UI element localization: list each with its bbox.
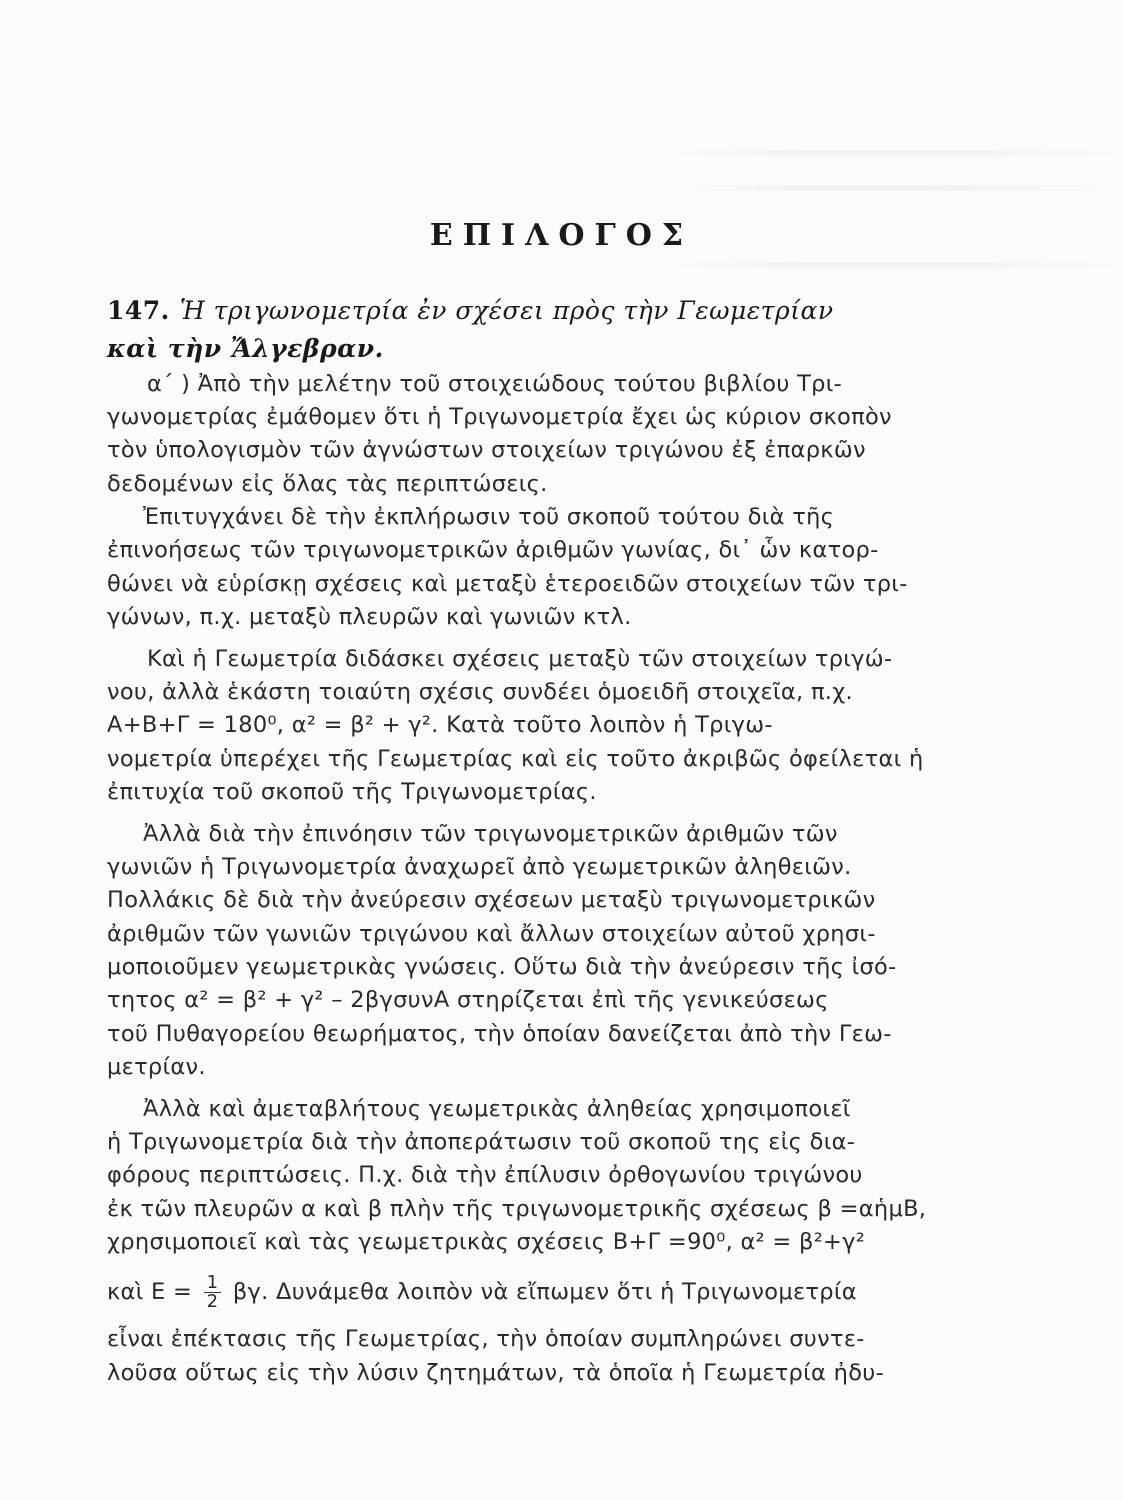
text-line: Ἀλλὰ διὰ τὴν ἐπινόησιν τῶν τριγωνομετρικῶν ἀριθμῶν τῶν <box>143 821 838 847</box>
show-through-line <box>0 262 1123 268</box>
text-line: τητος α² = β² + γ² – 2βγσυνΑ στηρίζεται ἐπὶ τῆς γενικεύσεως <box>107 987 829 1013</box>
text-line: νου, ἀλλὰ ἑκάστη τοιαύτη σχέσις συνδέει ὁμοειδῆ στοιχεῖα, π.χ. <box>107 679 854 705</box>
text-line: ἀριθμῶν τῶν γωνιῶν τριγώνου καὶ ἄλλων στοιχείων αὐτοῦ χρησι- <box>107 921 876 947</box>
text-line: τὸν ὑπολογισμὸν τῶν ἀγνώστων στοιχείων τριγώνου ἐξ ἐπαρκῶν <box>107 437 866 463</box>
text-line: Καὶ ἡ Γεωμετρία διδάσκει σχέσεις μεταξὺ τῶν στοιχείων τριγώ- <box>147 646 893 672</box>
text-line: δεδομένων εἰς ὅλας τὰς περιπτώσεις. <box>107 471 548 497</box>
text-line: α΄ ) Ἀπὸ τὴν μελέτην τοῦ στοιχειώδους τούτου βιβλίου Τρι- <box>147 371 843 397</box>
fraction-numerator: 1 <box>204 1274 222 1293</box>
fraction-one-half <box>204 1274 222 1311</box>
text-line: ἐπιτυχία τοῦ σκοποῦ τῆς Τριγωνομετρίας. <box>107 779 597 805</box>
text-line: ἐκ τῶν πλευρῶν α καὶ β πλὴν τῆς τριγωνομετρικῆς σχέσεως β =αἡμΒ, <box>107 1196 927 1222</box>
formula-before: καὶ Ε = <box>107 1279 193 1305</box>
text-line: Α+Β+Γ = 180⁰, α² = β² + γ². Κατὰ τοῦτο λοιπὸν ἡ Τριγω- <box>107 712 773 738</box>
fraction-denominator: 2 <box>206 1291 219 1312</box>
formula-after: βγ. Δυνάμεθα λοιπὸν νὰ εἴπωμεν ὅτι ἡ Τριγωνομετρία <box>232 1279 857 1305</box>
text-line: φόρους περιπτώσεις. Π.χ. διὰ τὴν ἐπίλυσιν ὀρθογωνίου τριγώνου <box>107 1162 863 1188</box>
text-line: Πολλάκις δὲ διὰ τὴν ἀνεύρεσιν σχέσεων μεταξὺ τριγωνομετρικῶν <box>107 887 876 913</box>
text-line: γώνων, π.χ. μεταξὺ πλευρῶν καὶ γωνιῶν κτλ. <box>107 604 632 630</box>
text-line: Ἀλλὰ καὶ ἀμεταβλήτους γεωμετρικὰς ἀληθείας χρησιμοποιεῖ <box>143 1096 851 1122</box>
text-line: γωνιῶν ἡ Τριγωνομετρία ἀναχωρεῖ ἀπὸ γεωμετρικῶν ἀληθειῶν. <box>107 854 852 880</box>
text-line: Ἐπιτυγχάνει δὲ τὴν ἐκπλήρωσιν τοῦ σκοποῦ τούτου διὰ τῆς <box>143 504 835 530</box>
show-through-line <box>0 150 1123 156</box>
text-line: νομετρία ὑπερέχει τῆς Γεωμετρίας καὶ εἰς τοῦτο ἀκριβῶς ὀφείλεται ἡ <box>107 746 924 772</box>
formula-line <box>107 1270 857 1314</box>
text-line: τοῦ Πυθαγορείου θεωρήματος, τὴν ὁποίαν δανείζεται ἀπὸ τὴν Γεω- <box>107 1021 892 1047</box>
text-line: θώνει νὰ εὑρίσκῃ σχέσεις καὶ μεταξὺ ἑτεροειδῶν στοιχείων τῶν τρι- <box>107 571 908 597</box>
page-heading: ΕΠΙΛΟΓΟΣ <box>429 218 694 253</box>
show-through-line <box>0 185 1123 191</box>
section-title <box>107 292 834 330</box>
text-line: ἐπινοήσεως τῶν τριγωνομετρικῶν ἀριθμῶν γωνίας, δι᾿ ὧν κατορ- <box>107 537 879 563</box>
text-line: χρησιμοποιεῖ καὶ τὰς γεωμετρικὰς σχέσεις Β+Γ =90⁰, α² = β²+γ² <box>107 1229 866 1255</box>
text-line: μοποιοῦμεν γεωμετρικὰς γνώσεις. Οὕτω διὰ τὴν ἀνεύρεσιν τῆς ἰσό- <box>107 954 897 980</box>
section-title-part1: Ἡ τριγωνομετρία ἐν σχέσει πρὸς τὴν Γεωμετρίαν <box>179 296 834 325</box>
text-line: λοῦσα οὕτως εἰς τὴν λύσιν ζητημάτων, τὰ ὁποῖα ἡ Γεωμετρία ἠδυ- <box>107 1360 884 1386</box>
section-title-cont: καὶ τὴν Ἄλγεβραν. <box>107 334 384 363</box>
text-line: μετρίαν. <box>107 1054 206 1080</box>
text-line: γωνομετρίας ἐμάθομεν ὅτι ἡ Τριγωνομετρία ἔχει ὡς κύριον σκοπὸν <box>107 404 892 430</box>
text-line: εἶναι ἐπέκτασις τῆς Γεωμετρίας, τὴν ὁποίαν συμπληρώνει συντε- <box>107 1326 865 1352</box>
text-line: ἡ Τριγωνομετρία διὰ τὴν ἀποπεράτωσιν τοῦ σκοποῦ της εἰς δια- <box>107 1129 856 1155</box>
section-number: 147. <box>107 296 170 325</box>
